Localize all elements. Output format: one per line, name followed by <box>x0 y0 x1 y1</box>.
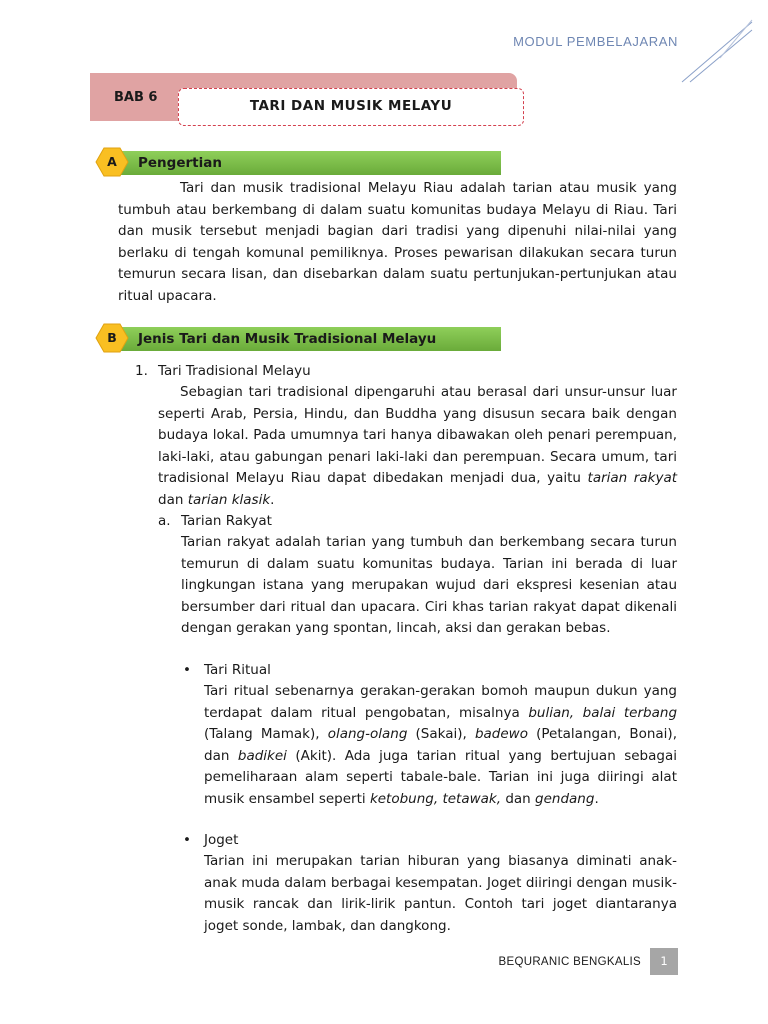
section-b-title: Jenis Tari dan Musik Tradisional Melayu <box>138 331 437 347</box>
joget-paragraph: Tarian ini merupakan tarian hiburan yang biasanya diminati anak-anak muda dalam berbagai kesempatan. Joget diiringi dengan musik-musik rancak dan lirik-lirik pantun. Contoh tari joget diantaranya joget sonde, lambak, dan dangkong. <box>204 853 677 934</box>
section-a-letter: A <box>107 154 117 169</box>
list-item-title: Tari Tradisional Melayu <box>158 363 311 379</box>
item1-paragraph: Sebagian tari tradisional dipengaruhi atau berasal dari unsur-unsur luar seperti Arab, Persia, Hindu, dan Buddha yang disusun secara baik dengan budaya lokal. Pada umumnya tari hanya dibawakan oleh penari perempuan, laki-laki, atau gabungan penari laki-laki dan perempuan. Secara umum, tari tradisional Melayu Riau dapat dibedakan menjadi dua, yaitu tarian rakyat dan tarian klasik. <box>158 384 678 508</box>
section-a-paragraph: Tari dan musik tradisional Melayu Riau adalah tarian atau musik yang tumbuh atau berkembang di dalam suatu komunitas budaya Melayu di Riau. Tari dan musik tersebut menjadi bagian dari tradisi yang dipenuhi nilai-nilai yang berlaku di tengah komunal pemiliknya. Proses pewarisan dilakukan secara turun temurun secara lisan, dan disebarkan dalam suatu pertunjukan-pertunjukan atau ritual upacara. <box>118 180 677 304</box>
ritual-paragraph: Tari ritual sebenarnya gerakan-gerakan bomoh maupun dukun yang terdapat dalam ritual pengobatan, misalnya bulian, balai terbang (Talang Mamak), olang-olang (Sakai), badewo (Petalangan, Bonai), dan badikei (Akit). Ada juga tarian ritual yang bertujuan sebagai pemeliharaan alam seperti tabale-bale. Tarian ini juga diiringi alat musik ensambel seperti ketobung, tetawak, dan gendang. <box>204 683 678 807</box>
bullet-title: Tari Ritual <box>204 662 271 678</box>
bullet-icon: • <box>183 662 191 678</box>
footer-label: BEQURANIC BENGKALIS <box>498 956 641 968</box>
page-number: 1 <box>650 948 678 975</box>
corner-decoration-icon <box>680 18 754 84</box>
sub-list-letter: a. <box>158 513 171 529</box>
chapter-title-box <box>178 88 524 126</box>
section-b-letter: B <box>107 330 117 345</box>
sub-list-title: Tarian Rakyat <box>181 513 272 529</box>
section-a-title: Pengertian <box>138 155 222 171</box>
sub-a-paragraph: Tarian rakyat adalah tarian yang tumbuh dan berkembang secara turun temurun di dalam suatu komunitas budaya. Tarian ini berada di luar lingkungan istana yang merupakan wujud dari ekspresi kesenian atau bersumber dari ritual dan upacara. Ciri khas tarian rakyat dapat dikenali dengan gerakan yang spontan, lincah, aksi dan gerakan bebas. <box>181 534 677 636</box>
bullet-title: Joget <box>204 832 239 848</box>
list-number: 1. <box>135 363 148 379</box>
bullet-icon: • <box>183 832 191 848</box>
chapter-label: BAB 6 <box>114 90 158 105</box>
chapter-title: TARI DAN MUSIK MELAYU <box>249 98 453 114</box>
module-title: MODUL PEMBELAJARAN <box>513 34 678 49</box>
